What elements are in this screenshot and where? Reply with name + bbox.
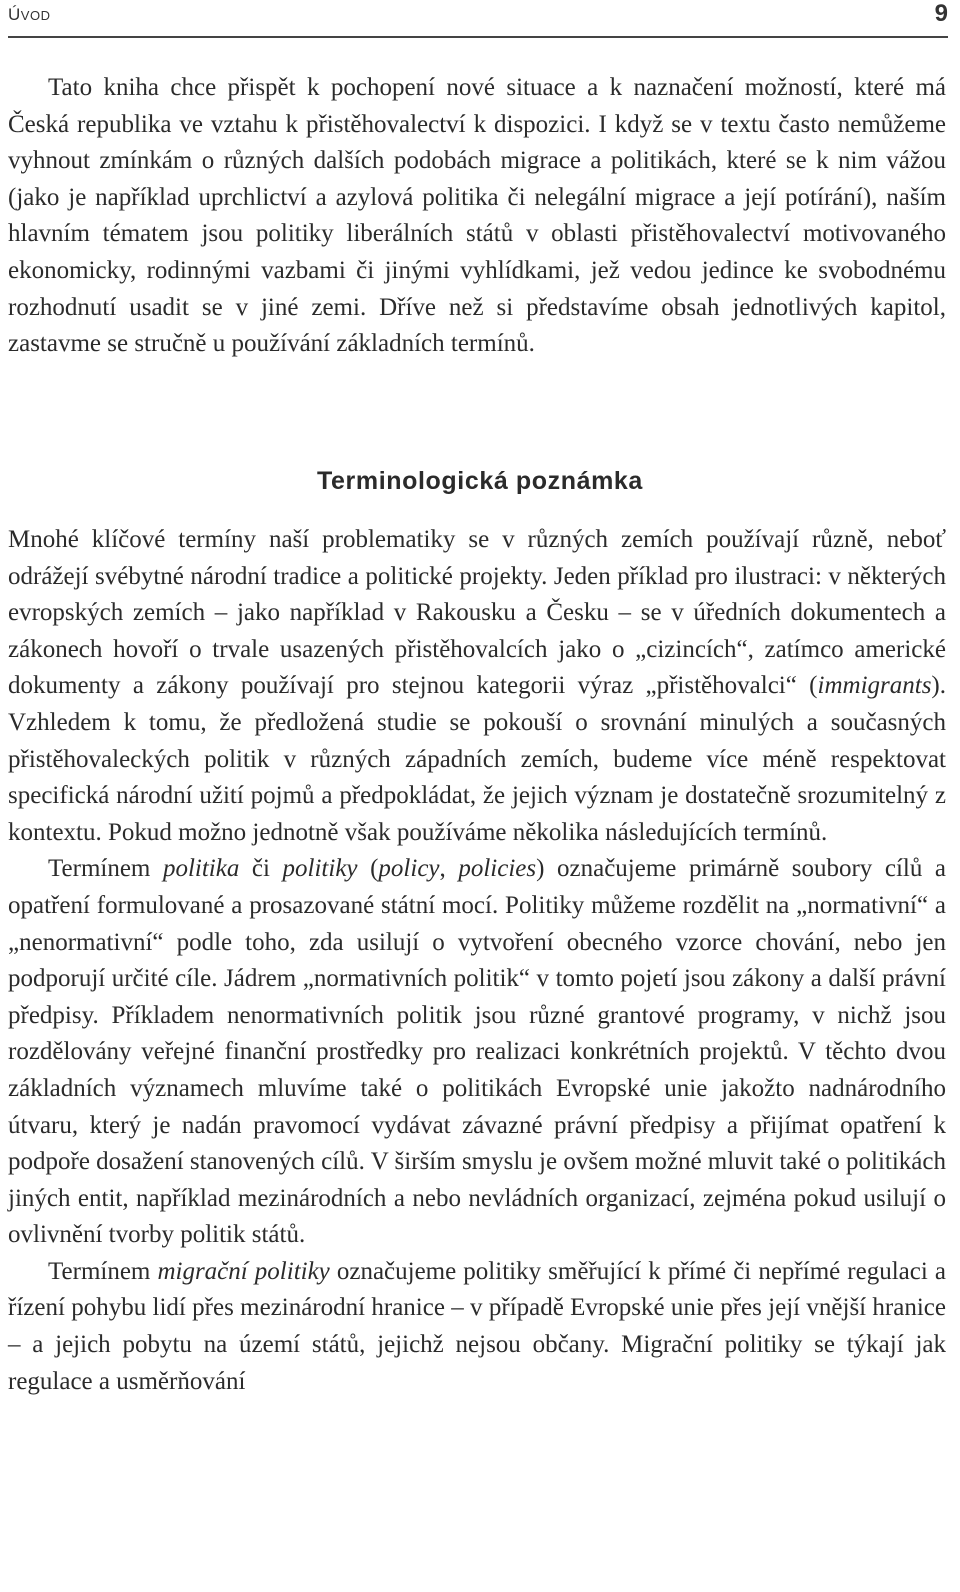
paragraph-2-text-d: , [439, 855, 459, 883]
paragraph-3-text-a: Termínem [48, 1257, 158, 1285]
paragraph-2-text-a: Termínem [48, 855, 163, 883]
paragraph-2-italic-policy: policy [378, 855, 440, 883]
paragraph-3 [8, 1254, 946, 1400]
paragraph-1 [8, 522, 946, 851]
paragraph-2 [8, 851, 946, 1254]
page-number: 9 [934, 0, 948, 27]
paragraph-2-text-e: ) označujeme primárně soubory cílů a opatření formulované a prosazované státní mocí. Politiky můžeme rozdělit na „normativní“ a „nenormativní“ podle toho, zda usilují o vytvoření obecného vzorce chování, nebo jen podporují určité cíle. Jádrem „normativních politik“ v tomto pojetí jsou zákony a další právní předpisy. Příkladem nenormativních politik jsou různé grantové programy, v nichž jsou rozdělovány veřejné finanční prostředky pro realizaci konkrétních projektů. V těchto dvou základních významech mluvíme také o politikách Evropské unie jakožto nadnárodního útvaru, který je nadán pravomocí vydávat závazné právní předpisy a přijímat opatření k podpoře dosažení stanovených cílů. V širším smyslu je ovšem možné mluvit také o politikách jiných entit, například mezinárodních a nebo nevládních organizací, zejména pokud usilují o ovlivnění tvorby politik států. [8, 855, 947, 1249]
paragraph-1-text-b: ). Vzhledem k tomu, že předložená studie se pokouší o srovnání minulých a současných přistěhovaleckých politik v různých západních zemích, budeme více méně respektovat specifická národní užití pojmů a předpokládat, že jejich význam je dostatečně srozumitelný z kontextu. Pokud možno jednotně však používáme několika následujících termínů. [8, 672, 946, 846]
paragraph-2-text-c: ( [357, 855, 379, 883]
intro-text [8, 70, 946, 363]
paragraph-3-text-b: označujeme politiky směřující k přímé či nepřímé regulaci a řízení pohybu lidí přes mezinárodní hranice – v případě Evropské unie přes její vnější hranice – a jejich pobytu na území států, jejichž nejsou občany. Migrační politiky se týkají jak regulace a usměrňování [8, 1257, 946, 1395]
paragraph-2-italic-politika: politika [162, 855, 240, 883]
section-title-rest: VOD [20, 8, 51, 23]
paragraph-3-italic-migracni-politiky: migrační politiky [157, 1257, 330, 1285]
paragraph-1-text-a: Mnohé klíčové termíny naší problematiky se v různých zemích používají různě, neboť odrážejí svébytné národní tradice a politické projekty. Jeden příklad pro ilustraci: v některých evropských zemích – jako například v Rakousku a Česku – se v úředních dokumentech a zákonech hovoří o trvale usazených přistěhovalcích jako o „cizincích“, zatímco americké dokumenty a zákony používají pro stejnou kategorii výraz „přistěhovalci“ ( [8, 526, 946, 700]
section-heading: Terminologická poznámka [317, 467, 643, 495]
section-body [8, 522, 946, 1400]
paragraph-2-italic-policies: policies [458, 855, 537, 883]
paragraph-2-italic-politiky: politiky [282, 855, 358, 883]
paragraph-2-text-b: či [239, 855, 283, 883]
running-header [8, 0, 948, 38]
section-title [8, 5, 50, 25]
intro-paragraph: Tato kniha chce přispět k pochopení nové situace a k naznačení možností, které má Česká republika ve vztahu k přistěhovalectví k dispozici. I když se v textu často nemůžeme vyhnout zmínkám o různých dalších podobách migrace a politikách, které se k nim vážou (jako je například uprchlictví a azylová politika či nelegální migrace a její potírání), naším hlavním tématem jsou politiky liberálních států v oblasti přistěhovalectví motivovaného ekonomicky, rodinnými vazbami či jinými vyhlídkami, jež vedou jedince ke svobodnému rozhodnutí usadit se v jiné zemi. Dříve než si představíme obsah jednotlivých kapitol, zastavme se stručně u používání základních termínů. [8, 74, 946, 358]
section-title-initial: Ú [8, 5, 21, 24]
paragraph-1-italic-immigrants: immigrants [817, 672, 932, 700]
